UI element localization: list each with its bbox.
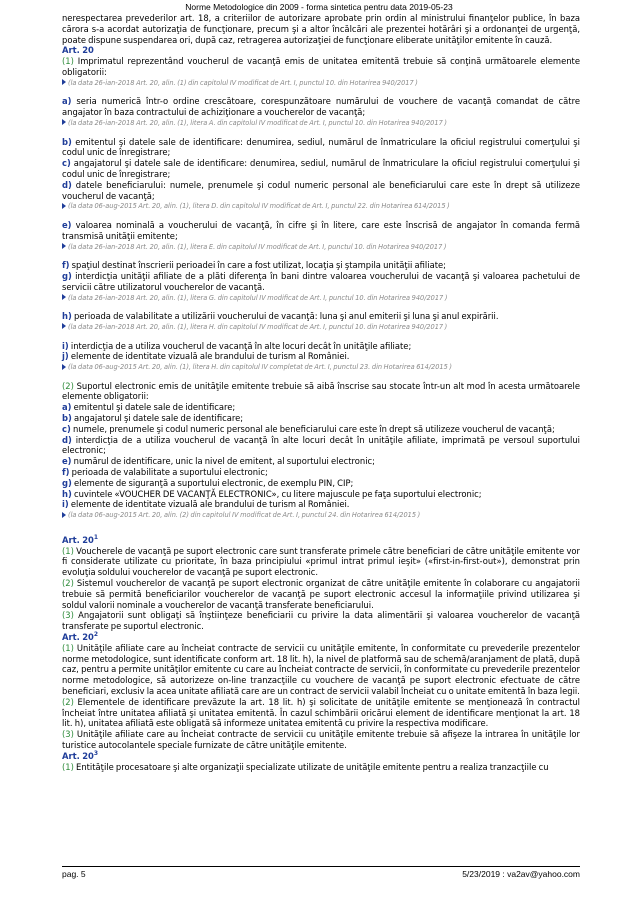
- paragraph-number: (1): [62, 56, 74, 67]
- list-item: f) perioada de valabilitate a suportului electronic;: [62, 467, 268, 478]
- paragraph-number: (1): [62, 761, 74, 772]
- list-item: j) elemente de identitate vizuală ale brandului de turism al României.: [62, 351, 350, 362]
- amendment-note[interactable]: (la data 26-ian-2018 Art. 20, alin. (1), litera H. din capitolul IV modificat de Art. I, punctul 10. din Hotarirea 940/2017 ): [62, 322, 580, 333]
- list-item: f) spaţiul destinat înscrierii perioadei în care a fost utilizat, locaţia şi ştampila unităţii afiliate;: [62, 260, 446, 271]
- article-heading: Art. $20^2$: [62, 631, 99, 643]
- paragraph: (2) Elementele de identificare prevăzute la art. 18 lit. h) şi solicitate de unităţile emitente se menţionează în contractul încheiat între unitatea afiliată şi unitatea emitentă. În cazul schimbării oricărui element de identificare menţionat la art. 18 lit. h), unitatea afiliată este obligată să informeze unitatea emitentă cu privire la respectiva modificare.: [62, 696, 580, 729]
- amendment-note[interactable]: (la data 26-ian-2018 Art. 20, alin. (1), litera G. din capitolul IV modificat de Art. I, punctul 10. din Hotarirea 940/2017 ): [62, 293, 580, 304]
- paragraph-number: (3): [62, 610, 74, 621]
- paragraph-number: (3): [62, 729, 74, 740]
- list-item: h) cuvintele «VOUCHER DE VACANŢĂ ELECTRONIC», cu litere majuscule pe faţa suportului electronic;: [62, 488, 482, 499]
- triangle-marker-icon: [62, 323, 66, 329]
- paragraph: (1) Unităţile afiliate care au încheiat contracte de servicii cu unităţile emitente, în conformitate cu prevederile prezentelor norme metodologice, sunt identificate conform art. 18 lit. h), la nivel de platformă sau de schemă/aranjament de plată, după caz, pentru a permite unităţilor emitente cu care au încheiat contracte de servicii, în conformitate cu prevederile prezentelor norme metodologice, să autorizeze on-line tranzacţiile cu vouchere de vacanţă pe suport electronic efectuate de către beneficiari, exclusiv la acea unitate afiliată care are un contract de servicii valabil încheiat cu o unitate emitentă în baza legii.: [62, 642, 580, 696]
- document-body: [62, 13, 580, 772]
- list-item: g) elemente de siguranţă a suportului electronic, de exemplu PIN, CIP;: [62, 477, 354, 488]
- triangle-marker-icon: [62, 243, 66, 249]
- amendment-note[interactable]: (la data 26-ian-2018 Art. 20, alin. (1) din capitolul IV modificat de Art. I, punctul 10. din Hotarirea 940/2017 ): [62, 78, 580, 89]
- paragraph-text: Imprimatul reprezentând voucherul de vacanţă emis de unitatea emitentă trebuie să conţină următoarele elemente obligatorii:: [62, 56, 580, 77]
- list-item: c) angajatorul şi datele sale de identificare: denumirea, sediul, numărul de înmatriculare la oficiul registrului comerţului şi codul unic de înregistrare;: [62, 158, 580, 179]
- paragraph: (3) Unităţile afiliate care au încheiat contracte de servicii cu unităţile emitente trebuie să afişeze la intrarea în unităţile lor turistice autocolantele speciale furnizate de către unităţile emitente.: [62, 729, 580, 750]
- paragraph: (3) Angajatorii sunt obligaţi să înştiinţeze beneficiarii cu privire la data alimentării şi valoarea voucherelor de vacanţă transferate pe suportul electronic.: [62, 610, 580, 632]
- list-item: i) interdicţia de a utiliza voucherul de vacanţă în alte locuri decât în unităţile afiliate;: [62, 340, 412, 351]
- paragraph-number: (1): [62, 642, 74, 653]
- footer-divider: [62, 866, 580, 867]
- list-item: g) interdicţia unităţii afiliate de a plăti diferenţa în bani dintre valoarea voucherului de vacanţă şi valoarea pachetului de servicii către utilizatorul voucherelor de vacanţă.: [62, 270, 580, 292]
- list-item: a) emitentul şi datele sale de identificare;: [62, 402, 236, 413]
- triangle-marker-icon: [62, 512, 66, 518]
- page-number: pag. 5: [62, 869, 86, 879]
- paragraph: [62, 56, 580, 78]
- paragraph: (2) Suportul electronic emis de unităţile emitente trebuie să aibă înscrise sau stocate într-un alt mod în acesta următoarele elemente obligatorii:: [62, 380, 580, 402]
- list-item: c) numele, prenumele şi codul numeric personal ale beneficiarului care este în drept să utilizeze voucherul de vacanţă;: [62, 423, 555, 434]
- list-item: i) elemente de identitate vizuală ale brandului de turism al României.: [62, 499, 350, 510]
- list-item: e) numărul de identificare, unic la nivel de emitent, al suportului electronic;: [62, 456, 375, 467]
- paragraph-number: (2): [62, 380, 74, 391]
- article-heading: Art. 20: [62, 45, 94, 56]
- amendment-note[interactable]: (la data 06-aug-2015 Art. 20, alin. (1), litera D. din capitolul IV modificat de Art. I, punctul 22. din Hotarirea 614/2015 ): [62, 201, 580, 212]
- triangle-marker-icon: [62, 364, 66, 370]
- list-item: d) datele beneficiarului: numele, prenumele şi codul numeric personal ale beneficiarului care este în drept să utilizeze voucherul de vacanţă;: [62, 179, 580, 201]
- list-item: a) seria numerică într-o ordine crescătoare, corespunzătoare numărului de vouchere de vacanţă comandat de către angajator în baza contractului de achiziţionare a voucherelor de vacanţă;: [62, 96, 580, 118]
- paragraph: (2) Sistemul voucherelor de vacanţă pe suport electronic organizat de către unităţile emitente în colaborare cu angajatorii trebuie să permită beneficiarilor voucherelor de vacanţă pe suport electronic accesul la informaţiile privind utilizarea şi soldul valorii nominale a voucherelor de vacanţă transferate beneficiarului.: [62, 578, 580, 610]
- paragraph-number: (2): [62, 578, 74, 589]
- paragraph-number: (2): [62, 696, 74, 707]
- list-item: e) valoarea nominală a voucherului de vacanţă, în cifre şi în litere, care este înscrisă de angajator în comanda fermă transmisă unităţii emitente;: [62, 219, 580, 241]
- paragraph-number: (1): [62, 545, 74, 556]
- amendment-note[interactable]: (la data 06-aug-2015 Art. 20, alin. (2) din capitolul IV modificat de Art. I, punctul 24. din Hotarirea 614/2015 ): [62, 510, 580, 521]
- list-item: b) emitentul şi datele sale de identificare: denumirea, sediul, numărul de înmatriculare la oficiul registrului comerţului şi codul unic de înregistrare;: [62, 136, 580, 158]
- article-heading: Art. $20^3$: [62, 749, 99, 761]
- amendment-note[interactable]: (la data 06-aug-2015 Art. 20, alin. (1), litera H. din capitolul IV completat de Art. I, punctul 23. din Hotarirea 614/2015 ): [62, 362, 580, 373]
- triangle-marker-icon: [62, 119, 66, 125]
- paragraph: (1) Entităţile procesatoare şi alte organizaţii specializate utilizate de unităţile emitente pentru a realiza tranzacţiile cu: [62, 761, 549, 772]
- paragraph: nerespectarea prevederilor art. 18, a criteriilor de autorizare aprobate prin ordin al ministrului finanţelor publice, în baza cărora s-a acordat autorizaţia de funcţionare, precum şi a altor încălcări ale prezentei hotărâri şi a ordonanţei de urgenţă, poate dispune suspendarea ori, după caz, retragerea autorizaţiei de funcţionare eliberate unităţilor emitente în cauză.: [62, 13, 580, 45]
- paragraph: (1) Voucherele de vacanţă pe suport electronic care sunt transferate primele către beneficiari de către unităţile emitente vor fi considerate utilizate cu prioritate, în baza principiului «primul intrat primul ieşit» («first-in-first-out»), demonstrat prin evoluţia soldului voucherelor de vacanţă pe suport electronic.: [62, 545, 580, 578]
- triangle-marker-icon: [62, 294, 66, 300]
- list-item: b) angajatorul şi datele sale de identificare;: [62, 413, 244, 424]
- amendment-note[interactable]: (la data 26-ian-2018 Art. 20, alin. (1), litera E. din capitolul IV modificat de Art. I, punctul 10. din Hotarirea 940/2017 ): [62, 242, 580, 253]
- list-item: d) interdicţia de a utiliza voucherul de vacanţă în alte locuri decât în unităţile afiliate, imprimată pe versoul suportului electronic;: [62, 434, 580, 456]
- amendment-note[interactable]: (la data 26-ian-2018 Art. 20, alin. (1), litera A. din capitolul IV modificat de Art. I, punctul 10. din Hotarirea 940/2017 ): [62, 118, 580, 129]
- triangle-marker-icon: [62, 79, 66, 85]
- footer-date-email: 5/23/2019 : va2av@yahoo.com: [462, 869, 580, 879]
- page-header: Norme Metodologice din 2009 - forma sintetica pentru data 2019-05-23: [185, 2, 453, 12]
- triangle-marker-icon: [62, 203, 66, 209]
- list-item: h) perioada de valabilitate a utilizării voucherului de vacanţă: luna şi anul emiterii şi luna şi anul expirării.: [62, 311, 499, 322]
- article-heading: Art. $20^1$: [62, 534, 99, 545]
